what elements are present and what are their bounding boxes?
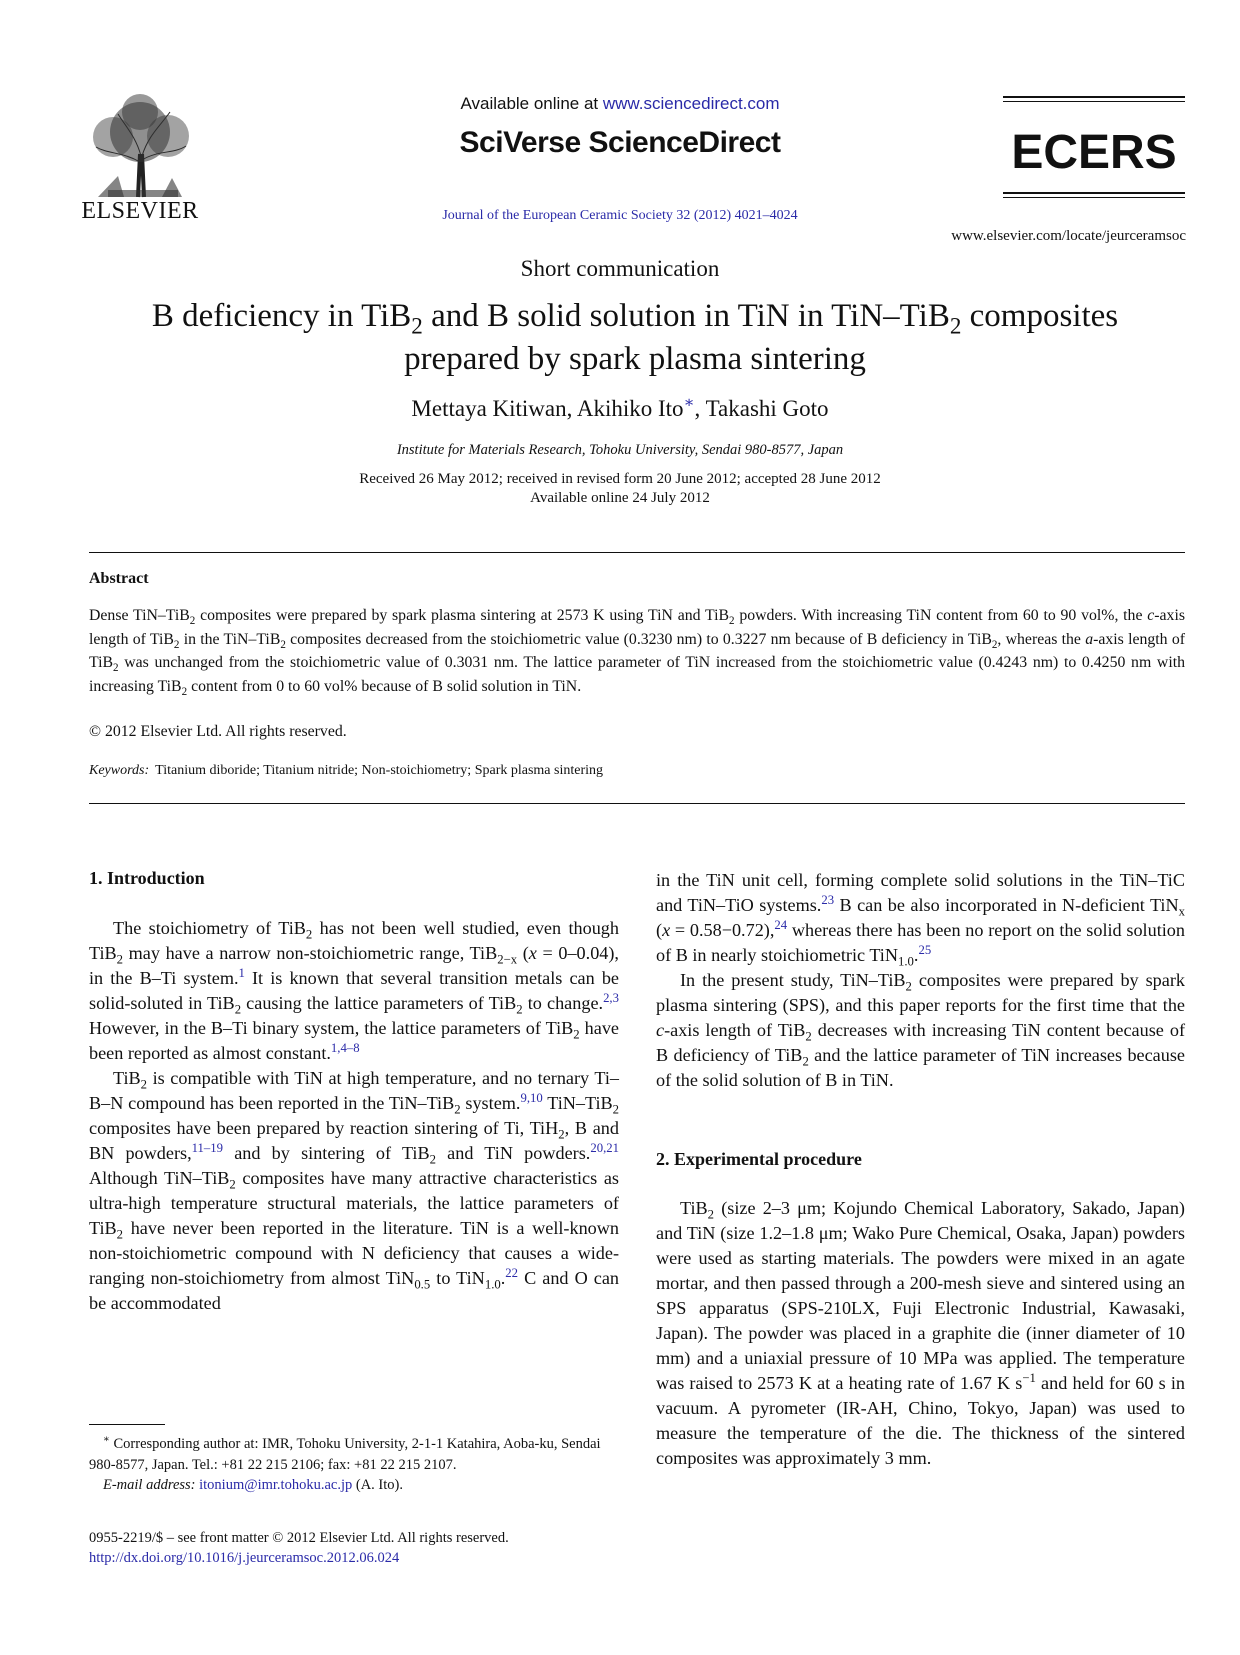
- abstract-subscript: 2: [181, 685, 188, 698]
- subscript: 2−x: [497, 952, 518, 967]
- text-run: in the TiN unit cell, forming complete solid solutions in the TiN–TiC and TiN–TiO systems.: [656, 870, 1185, 915]
- citation-link[interactable]: 20,21: [590, 1140, 619, 1155]
- text-run: (size 2–3 μm; Kojundo Chemical Laboratory, Sakado, Japan) and TiN (size 1.2–1.8 μm; Wako Pure Chemical, Osaka, Japan) powders were used as starting materials. The powders were mixed in an agate mortar, and then passed through a 200-mesh sieve and sintered using an SPS apparatus (SPS-210LX, Fuji Electronic Industrial, Kawasaki, Japan). The powder was placed in a graphite die (inner diameter of 10 mm) and a uniaxial pressure of 10 MPa was applied. The temperature was raised to 2573 K at a heating rate of 1.67 K s: [656, 1198, 1185, 1393]
- text-run: and held for 60 s in vacuum. A pyrometer (IR-AH, Chino, Tokyo, Japan) was used to measure the temperature of the die. The thickness of the sintered composites was approximately 3 mm.: [656, 1373, 1185, 1468]
- email-suffix: (A. Ito).: [352, 1477, 403, 1493]
- abstract-italic: a: [1085, 630, 1094, 648]
- text-run: (: [656, 920, 663, 940]
- abstract-italic: c: [1147, 607, 1155, 624]
- author-name: Akihiko Ito: [576, 396, 684, 421]
- abstract-body: [89, 604, 1185, 698]
- doi-link[interactable]: http://dx.doi.org/10.1016/j.jeurceramsoc.2012.06.024: [89, 1550, 400, 1566]
- text-run: have never been reported in the literature. TiN is a well-known non-stoichiometric compound with N deficiency that causes a wide-ranging non-stoichiometry from almost TiN: [89, 1218, 619, 1288]
- citation-link[interactable]: 1: [238, 965, 245, 980]
- subscript: 2: [305, 927, 313, 942]
- subscript: x: [1178, 904, 1185, 919]
- text-run: = 0–0.04), in the B–Ti system.: [89, 943, 619, 988]
- footnote-text: Corresponding author at: IMR, Tohoku University, 2-1-1 Katahira, Aoba-ku, Sendai 980-8577, Japan. Tel.: +81 22 215 2106; fax: +81 22 215 2107.: [89, 1436, 601, 1473]
- journal-url[interactable]: www.elsevier.com/locate/jeurceramsoc: [951, 228, 1186, 244]
- subscript: 2: [116, 952, 124, 967]
- ecers-logo-block: [1003, 96, 1185, 198]
- subscript: 2: [234, 1002, 242, 1017]
- title-part: and B solid solution in TiN in TiN–TiB: [422, 298, 950, 334]
- text-run: In the present study, TiN–TiB: [680, 970, 906, 990]
- title-subscript: 2: [949, 312, 962, 339]
- text-run: and by sintering of TiB: [223, 1143, 430, 1163]
- subscript: 2: [116, 1227, 124, 1242]
- abstract-subscript: 2: [991, 638, 998, 651]
- subscript: 2: [229, 1177, 236, 1192]
- abstract-heading: Abstract: [89, 570, 149, 587]
- elsevier-wordmark: ELSEVIER: [81, 198, 199, 224]
- subscript: 2: [140, 1077, 148, 1092]
- text-run: B can be also incorporated in N-deficient TiN: [834, 895, 1179, 915]
- abstract-subscript: 2: [280, 638, 286, 651]
- text-run: and the lattice parameter of TiN increases because of the solid solution of B in TiN.: [656, 1045, 1185, 1090]
- sciverse-logo: SciVerse ScienceDirect: [459, 126, 781, 159]
- abstract-top-rule: [89, 552, 1185, 553]
- citation-link[interactable]: 2,3: [603, 990, 619, 1005]
- bottom-double-rule: [1003, 192, 1185, 198]
- footnote-mark: ∗: [103, 1434, 110, 1446]
- keywords-label: Keywords:: [89, 763, 150, 778]
- text-run: The stoichiometry of TiB: [113, 918, 306, 938]
- email-link[interactable]: itonium@imr.tohoku.ac.jp: [199, 1477, 353, 1493]
- corresponding-author-mark[interactable]: ∗: [683, 394, 695, 412]
- affiliation: Institute for Materials Research, Tohoku University, Sendai 980-8577, Japan: [396, 442, 844, 458]
- title-subscript: 2: [411, 312, 423, 339]
- abstract-text: -axis length of TiB: [89, 607, 1185, 648]
- text-run: composites were prepared by spark plasma sintering (SPS), and this paper reports for the first time that the: [656, 970, 1185, 1015]
- intro-paragraph-4: [656, 968, 1185, 1093]
- subscript: 2: [558, 1127, 565, 1142]
- text-run: (: [517, 943, 529, 963]
- received-dates: Received 26 May 2012; received in revised form 20 June 2012; accepted 28 June 2012: [359, 471, 881, 487]
- citation-link[interactable]: 1,4–8: [330, 1040, 360, 1055]
- text-run: whereas there has been no report on the solid solution of B in nearly stoichiometric TiN: [656, 920, 1185, 965]
- citation-link[interactable]: 22: [505, 1265, 519, 1280]
- text-run: to TiN: [430, 1268, 485, 1288]
- citation-link[interactable]: 9,10: [520, 1090, 543, 1105]
- text-run: TiN–TiB: [542, 1093, 613, 1113]
- author-name: , Takashi Goto: [694, 396, 829, 421]
- subscript: 2: [707, 1207, 715, 1222]
- experimental-heading: 2. Experimental procedure: [656, 1149, 862, 1169]
- introduction-continued: [656, 868, 1185, 1093]
- experimental-paragraph-1: [656, 1196, 1185, 1471]
- abstract-subscript: 2: [189, 615, 196, 628]
- text-run: have been reported as almost constant.: [89, 1018, 619, 1063]
- journal-reference-link[interactable]: Journal of the European Ceramic Society 32 (2012) 4021–4024: [442, 208, 798, 223]
- text-run: causing the lattice parameters of TiB: [241, 993, 517, 1013]
- text-run: composites have been prepared by reaction sintering of Ti, TiH: [89, 1118, 559, 1138]
- author-name: Mettaya Kitiwan,: [411, 396, 577, 421]
- abstract-subscript: 2: [173, 638, 180, 651]
- subscript: 2: [905, 979, 912, 994]
- front-matter: [89, 1528, 509, 1568]
- italic-var: x: [662, 920, 671, 940]
- abstract-text: composites were prepared by spark plasma sintering at 2573 K using TiN and TiB: [195, 607, 730, 624]
- keywords: [89, 763, 603, 779]
- text-run: , B and BN powders,: [89, 1118, 619, 1163]
- subscript: 2: [429, 1152, 436, 1167]
- text-run: C and O can be accommodated: [89, 1268, 620, 1313]
- superscript: −1: [1022, 1370, 1036, 1385]
- article-dates: [0, 470, 1240, 508]
- title-line-2: prepared by spark plasma sintering: [404, 341, 866, 377]
- text-run: However, in the B–Ti binary system, the lattice parameters of TiB: [89, 1018, 574, 1038]
- abstract-bottom-rule: [89, 803, 1185, 804]
- abstract-text: , whereas the: [997, 630, 1086, 648]
- title-part: composites: [961, 298, 1119, 334]
- citation-link[interactable]: 11–19: [191, 1140, 224, 1155]
- email-label: E-mail address:: [103, 1477, 196, 1493]
- text-run: It is known that several transition metals can be solid-soluted in TiB: [89, 968, 619, 1013]
- text-run: and TiN powders.: [435, 1143, 591, 1163]
- abstract-subscript: 2: [729, 615, 735, 628]
- subscript: 0.5: [414, 1277, 431, 1292]
- online-date: Available online 24 July 2012: [530, 490, 710, 506]
- subscript: 2: [516, 1002, 523, 1017]
- footnote-rule: [89, 1424, 165, 1425]
- citation-link[interactable]: 23: [821, 892, 835, 907]
- footnote-email: [89, 1475, 619, 1496]
- subscript: 2: [612, 1102, 619, 1117]
- ecers-icon: [1003, 102, 1185, 192]
- text-run: Although TiN–TiB: [89, 1168, 230, 1188]
- abstract-text: powders. With increasing TiN content from 60 to 90 vol%, the: [734, 607, 1148, 624]
- text-run: TiB: [680, 1198, 708, 1218]
- introduction-heading: 1. Introduction: [89, 868, 205, 888]
- subscript: 2: [802, 1054, 809, 1069]
- introduction-body: [89, 916, 619, 1316]
- abstract-subscript: 2: [113, 662, 119, 675]
- text-run: = 0.58−0.72),: [670, 920, 775, 940]
- subscript: 2: [454, 1102, 461, 1117]
- subscript: 1.0: [484, 1277, 501, 1292]
- text-run: .: [500, 1268, 506, 1288]
- text-run: composites have many attractive characteristics as ultra-high temperature structural materials, the lattice parameters of TiB: [89, 1168, 619, 1238]
- ecers-logo-text: ECERS: [1011, 126, 1177, 179]
- text-run: is compatible with TiN at high temperature, and no ternary Ti–B–N compound has been reported in the TiN–TiB: [89, 1068, 619, 1113]
- text-run: -axis length of TiB: [664, 1020, 806, 1040]
- abstract-text: Dense TiN–TiB: [89, 607, 190, 624]
- intro-paragraph-1: [89, 916, 619, 1066]
- abstract-text: in the TiN–TiB: [179, 630, 281, 648]
- italic-var: x: [528, 943, 537, 963]
- text-run: decreases with increasing TiN content because of B deficiency of TiB: [656, 1020, 1185, 1065]
- citation-link[interactable]: 24: [774, 917, 788, 932]
- text-run: has not been well studied, even though TiB: [89, 918, 619, 963]
- footnote-address: [89, 1434, 619, 1475]
- author-list: [0, 396, 1240, 422]
- text-run: TiB: [113, 1068, 141, 1088]
- title-line-1: [60, 295, 1210, 338]
- italic-var: c: [656, 1020, 665, 1040]
- keywords-list: Titanium diboride; Titanium nitride; Non-stoichiometry; Spark plasma sintering: [155, 763, 604, 778]
- citation-link[interactable]: 25: [918, 942, 932, 957]
- intro-paragraph-3: [656, 868, 1185, 968]
- sciencedirect-link[interactable]: www.sciencedirect.com: [602, 94, 780, 113]
- ecers-logo: [1003, 102, 1185, 192]
- subscript: 1.0: [897, 954, 914, 969]
- abstract-text: composites decreased from the stoichiometric value (0.3230 nm) to 0.3227 nm because of B deficiency in TiB: [285, 630, 992, 648]
- abstract-text: -axis length of TiB: [89, 630, 1185, 671]
- available-online-label: Available online at: [460, 94, 603, 113]
- section-type: Short communication: [520, 256, 720, 281]
- title-part: B deficiency in TiB: [151, 298, 412, 334]
- copyright-line: © 2012 Elsevier Ltd. All rights reserved.: [89, 723, 347, 740]
- subscript: 2: [805, 1029, 812, 1044]
- experimental-body: [656, 1196, 1185, 1471]
- paper-title: [60, 295, 1210, 381]
- subscript: 2: [573, 1027, 580, 1042]
- issn-line: 0955-2219/$ – see front matter © 2012 Elsevier Ltd. All rights reserved.: [89, 1530, 509, 1546]
- intro-paragraph-2: [89, 1066, 619, 1316]
- corresponding-author-footnote: [89, 1434, 619, 1496]
- abstract-text: content from 0 to 60 vol% because of B solid solution in TiN.: [187, 677, 582, 695]
- abstract-text: was unchanged from the stoichiometric value of 0.3031 nm. The lattice parameter of TiN increased from the stoichiometric value (0.4243 nm) to 0.4250 nm with increasing TiB: [89, 654, 1185, 695]
- text-run: .: [913, 945, 919, 965]
- text-run: may have a narrow non-stoichiometric range, TiB: [123, 943, 498, 963]
- text-run: system.: [460, 1093, 521, 1113]
- text-run: to change.: [522, 993, 604, 1013]
